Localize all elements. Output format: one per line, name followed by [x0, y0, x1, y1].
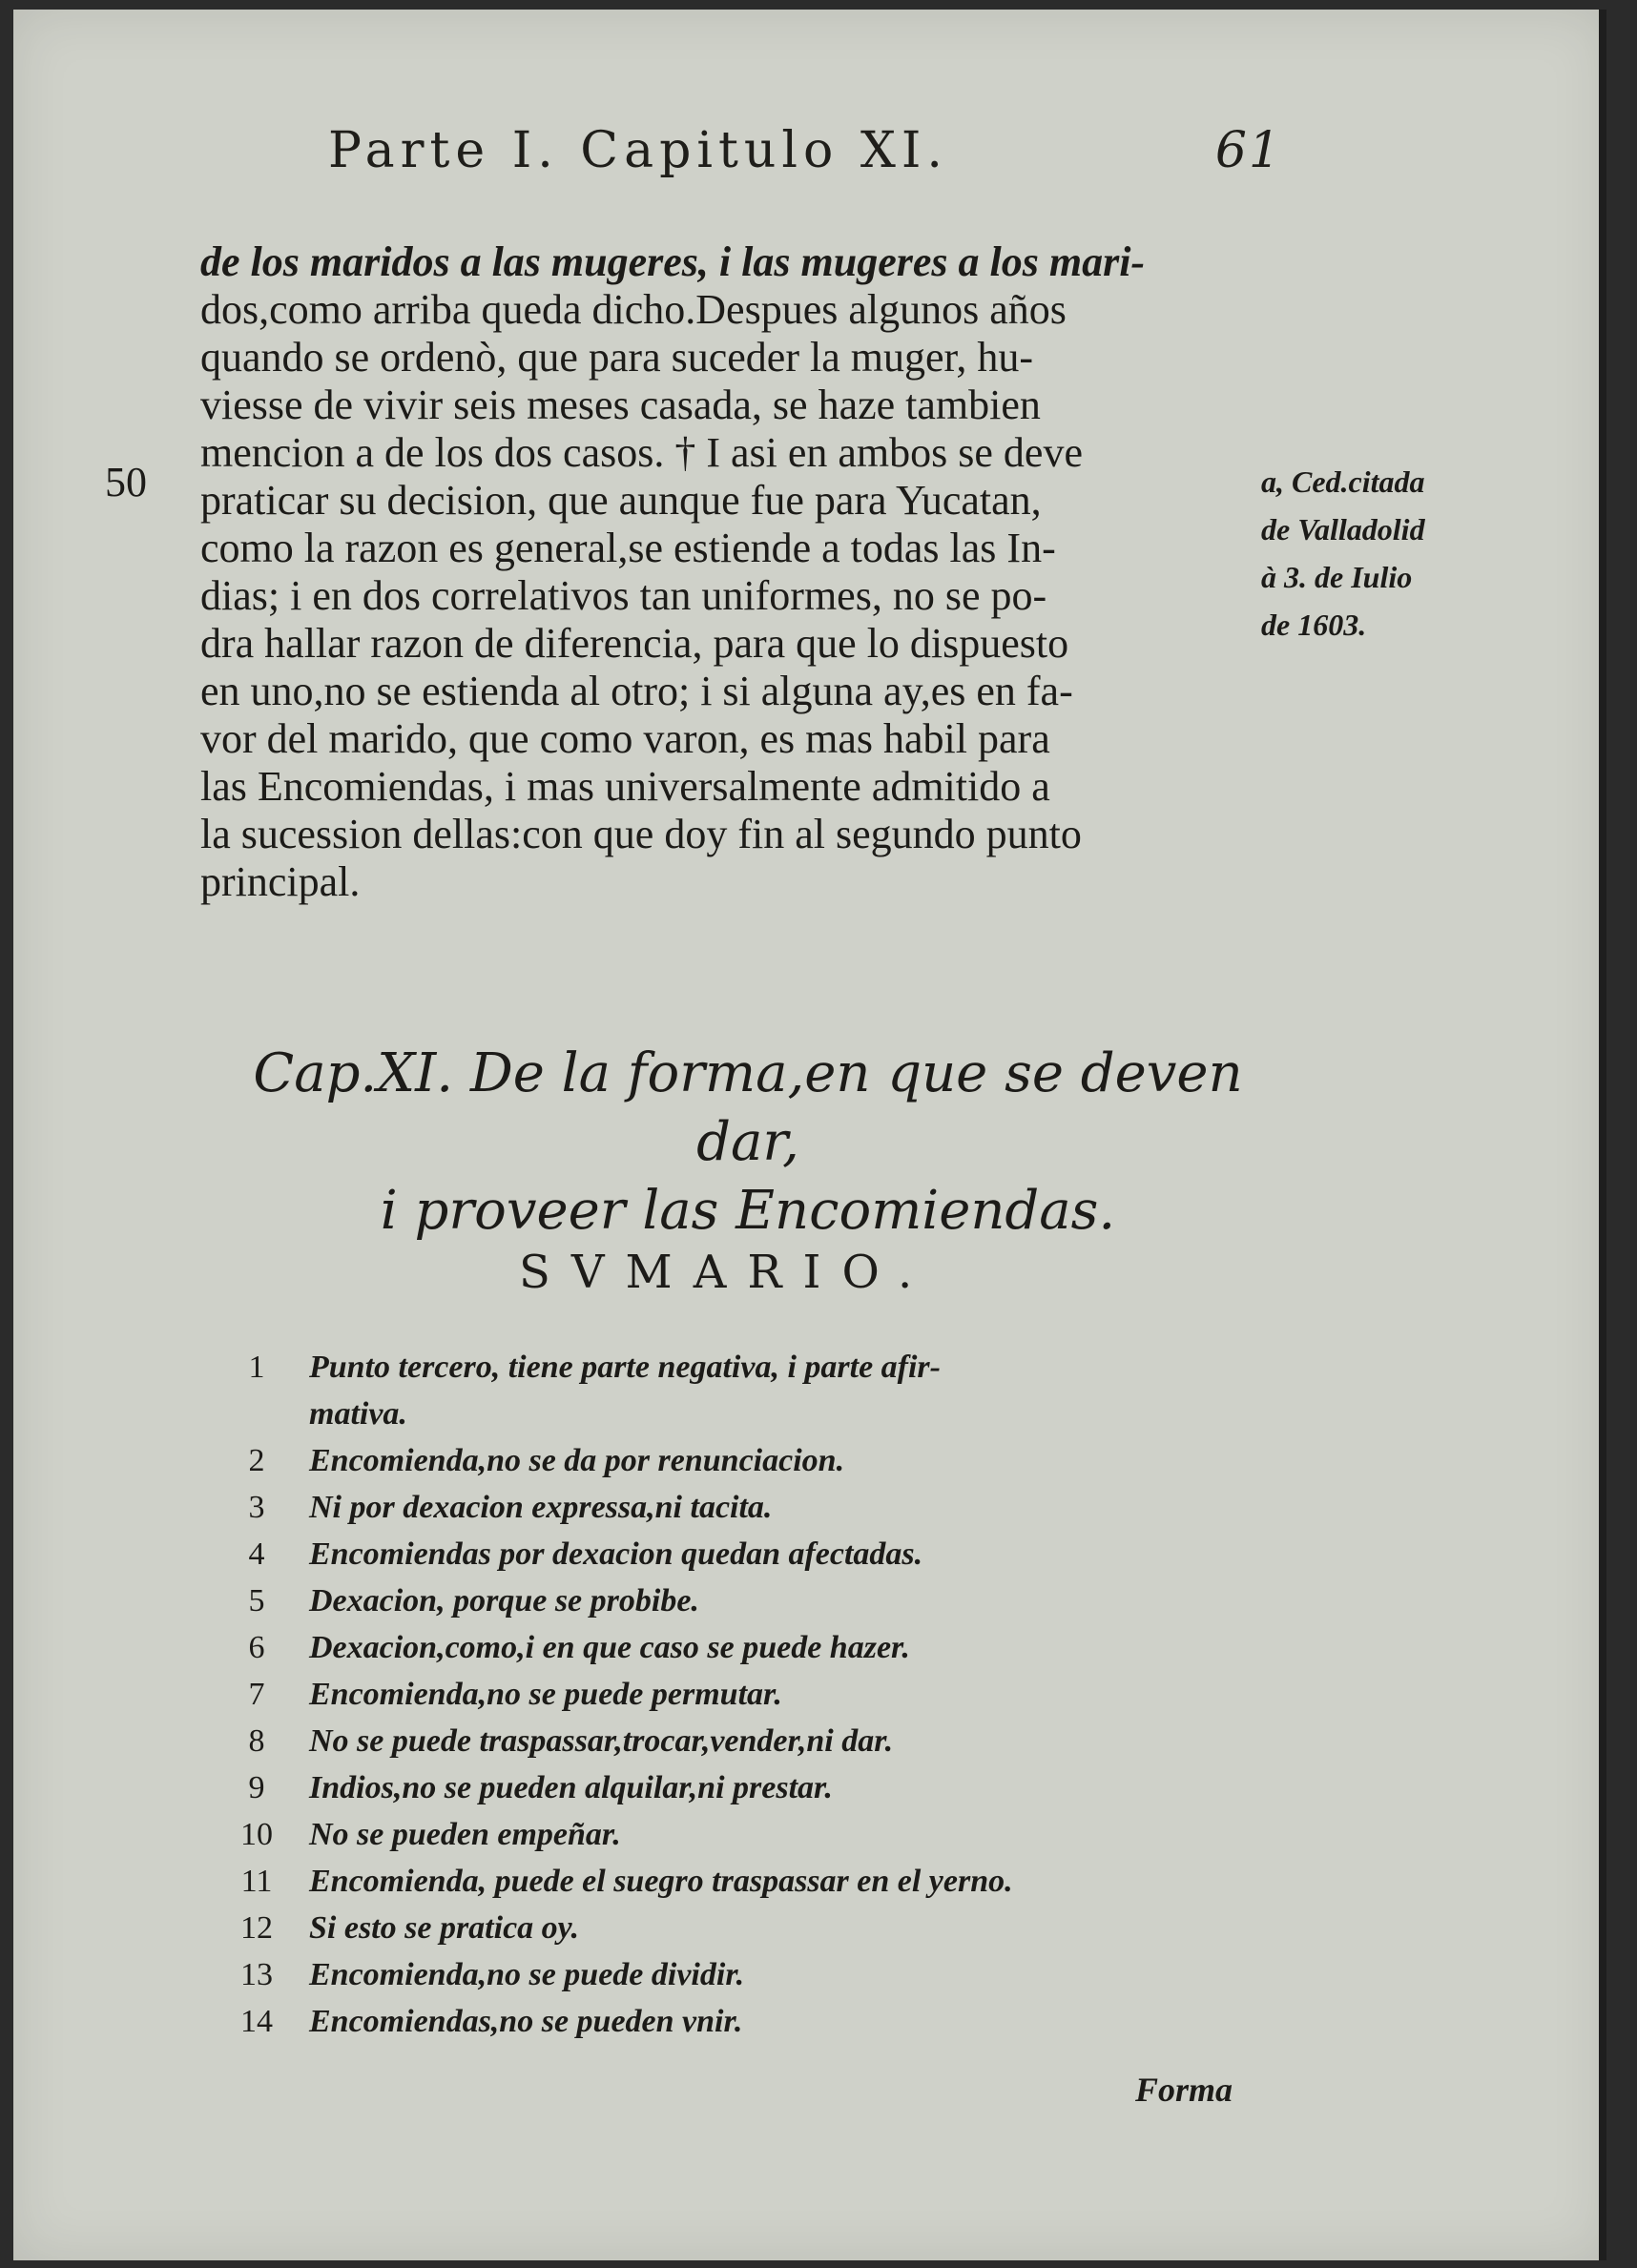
- margin-line-number: 50: [105, 459, 147, 505]
- summary-item-number: 13: [240, 1957, 273, 1992]
- summary-item-number: 4: [248, 1536, 265, 1572]
- summary-item-text: No se puede traspassar,trocar,vender,ni dar.: [309, 1723, 894, 1759]
- summary-item-text: Si esto se pratica oy.: [309, 1910, 579, 1946]
- summary-item-text: Encomienda,no se puede dividir.: [309, 1957, 745, 1992]
- summary-item-text: Encomiendas,no se pueden vnir.: [309, 2004, 743, 2039]
- summary-item-text: Encomienda, puede el suegro traspassar en el yerno.: [309, 1864, 1013, 1899]
- body-line: dos,como arriba queda dicho.Despues algunos años: [200, 286, 1067, 333]
- summary-item: [233, 1443, 1282, 1490]
- summary-item: [233, 1864, 1282, 1910]
- summary-item-number: 10: [240, 1817, 273, 1852]
- summary-item-text: Dexacion, porque se probibe.: [309, 1583, 699, 1619]
- summary-item-text: mativa.: [309, 1396, 407, 1432]
- summary-item: [233, 1910, 1282, 1957]
- summary-list: [233, 1350, 1282, 2051]
- summary-item: [233, 1630, 1282, 1677]
- marginal-note: [1261, 458, 1509, 649]
- summary-item-number: 5: [248, 1583, 265, 1619]
- summary-item-number: 8: [248, 1723, 265, 1759]
- body-line: quando se ordenò, que para suceder la muger, hu-: [200, 334, 1034, 381]
- summary-item: [233, 1817, 1282, 1864]
- summary-item-text: Indios,no se pueden alquilar,ni prestar.: [309, 1770, 833, 1805]
- body-line: las Encomiendas, i mas universalmente admitido a: [200, 763, 1050, 810]
- summary-item: [233, 1770, 1282, 1817]
- summary-item-text: Encomienda,no se puede permutar.: [309, 1677, 782, 1712]
- summary-item-number: 14: [240, 2004, 273, 2039]
- body-line: dra hallar razon de diferencia, para que lo dispuesto: [200, 620, 1069, 667]
- marginal-note-line: à 3. de Iulio: [1261, 560, 1413, 594]
- summary-item: [233, 1350, 1282, 1396]
- summary-item: [233, 1396, 1282, 1443]
- summary-item: [233, 1677, 1282, 1723]
- body-paragraph: [200, 238, 1250, 906]
- summary-item: [233, 1490, 1282, 1536]
- summary-item: [233, 1723, 1282, 1770]
- summary-item-number: 6: [248, 1630, 265, 1665]
- body-line: vor del marido, que como varon, es mas habil para: [200, 715, 1050, 762]
- body-line: praticar su decision, que aunque fue para Yucatan,: [200, 477, 1042, 524]
- catchword: Forma: [1135, 2071, 1233, 2109]
- body-line: como la razon es general,se estiende a todas las In-: [200, 525, 1056, 571]
- marginal-note-line: de Valladolid: [1261, 512, 1425, 546]
- sumario-heading: SVMARIO.: [519, 1246, 934, 1299]
- summary-item-number: 9: [248, 1770, 265, 1805]
- chapter-title: [204, 1040, 1292, 1246]
- running-header: [328, 122, 1282, 198]
- summary-item-text: No se pueden empeñar.: [309, 1817, 621, 1852]
- summary-item-text: Encomiendas por dexacion quedan afectadas.: [309, 1536, 923, 1572]
- summary-item-number: 12: [240, 1910, 273, 1946]
- summary-item-number: 1: [248, 1350, 265, 1385]
- page-number: 61: [1214, 122, 1282, 179]
- marginal-note-line: de 1603.: [1261, 608, 1367, 642]
- chapter-title-line: i proveer las Encomiendas.: [380, 1180, 1116, 1242]
- summary-item: [233, 1583, 1282, 1630]
- body-line: mencion a de los dos casos. † I asi en ambos se deve: [200, 429, 1083, 476]
- summary-item-number: 2: [248, 1443, 265, 1478]
- summary-item-number: 11: [240, 1864, 273, 1899]
- body-line: viesse de vivir seis meses casada, se haze tambien: [200, 381, 1041, 428]
- header-title: Parte I. Capitulo XI.: [328, 122, 948, 179]
- marginal-note-line: a, Ced.citada: [1261, 464, 1425, 499]
- summary-item: [233, 1957, 1282, 2004]
- body-line: de los maridos a las mugeres, i las mugeres a los mari-: [200, 238, 1146, 285]
- chapter-title-line: Cap.XI. De la forma,en que se deven dar,: [253, 1042, 1243, 1173]
- summary-item-number: 3: [248, 1490, 265, 1525]
- body-line: la sucession dellas:con que doy fin al segundo punto: [200, 811, 1082, 857]
- body-line: principal.: [200, 858, 361, 905]
- body-line: dias; i en dos correlativos tan uniformes, no se po-: [200, 572, 1047, 619]
- summary-item: [233, 2004, 1282, 2051]
- page-edge-shadow: [1599, 10, 1606, 2260]
- book-page: [13, 10, 1606, 2260]
- summary-item: [233, 1536, 1282, 1583]
- summary-item-number: 7: [248, 1677, 265, 1712]
- summary-item-text: Dexacion,como,i en que caso se puede hazer.: [309, 1630, 910, 1665]
- summary-item-text: Ni por dexacion expressa,ni tacita.: [309, 1490, 773, 1525]
- body-line: en uno,no se estienda al otro; i si alguna ay,es en fa-: [200, 668, 1073, 714]
- summary-item-text: Encomienda,no se da por renunciacion.: [309, 1443, 845, 1478]
- summary-item-text: Punto tercero, tiene parte negativa, i parte afir-: [309, 1350, 941, 1385]
